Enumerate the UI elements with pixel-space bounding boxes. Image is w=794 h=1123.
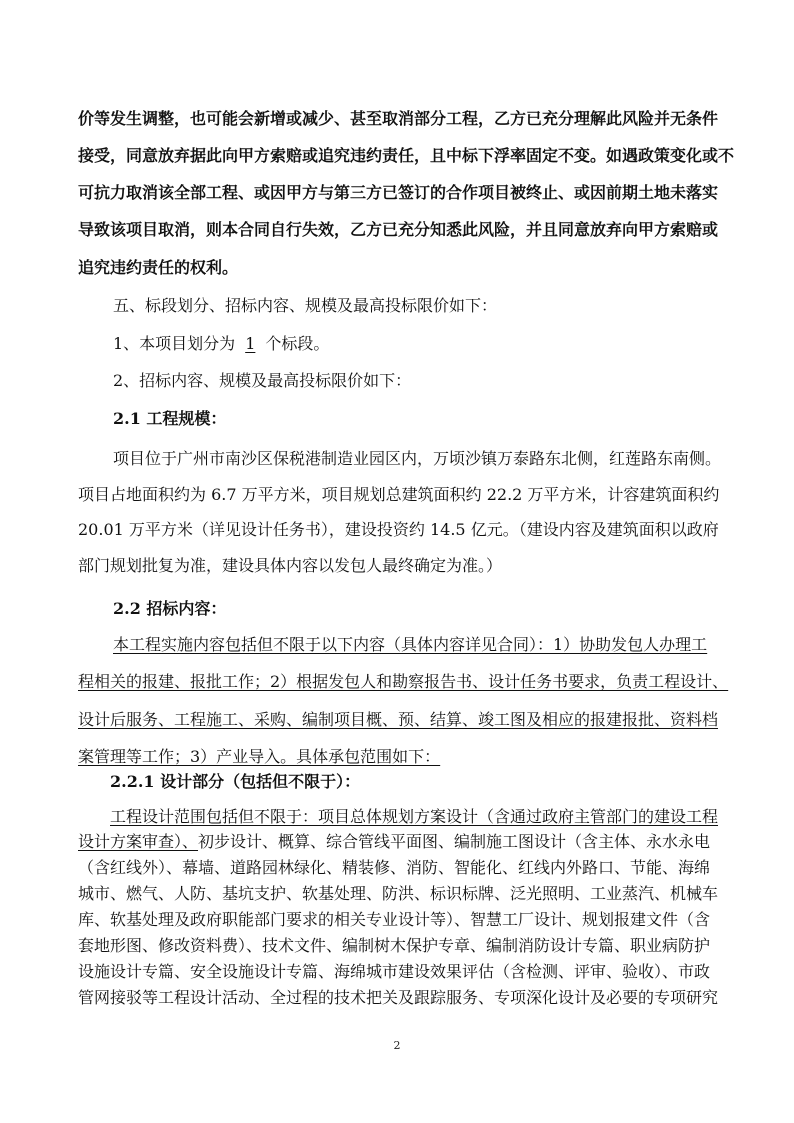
subsection-heading: 2.1 工程规模： [113, 409, 227, 428]
body-line: 接受，同意放弃据此向甲方索赔或追究违约责任，且中标下浮率固定不变。如遇政策变化或不 [78, 146, 735, 165]
body-line: 导致该项目取消，则本合同自行失效，乙方已充分知悉此风险，并且同意放弃向甲方索赔或 [78, 220, 719, 239]
body-line: 部门规划批复为准，建设具体内容以发包人最终确定为准。） [78, 556, 503, 575]
body-line [78, 831, 718, 853]
body-line: 可抗力取消该全部工程、或因甲方与第三方已签订的合作项目被终止、或因前期土地未落实 [78, 183, 719, 202]
body-line: 工程设计范围包括但不限于：项目总体规划方案设计（含通过政府主管部门的建设工程 [110, 807, 719, 826]
body-line: 本工程实施内容包括但不限于以下内容（具体内容详见合同）：1）协助发包人办理工 [113, 635, 708, 654]
body-line: 套地形图、修改资料费）、技术文件、编制树木保护专章、编制消防设计专篇、职业病防护 [78, 936, 711, 955]
body-line: 追究违约责任的权利。 [78, 258, 239, 277]
list-item: 2、招标内容、规模及最高投标限价如下： [113, 371, 412, 390]
body-line: （含红线外）、幕墙、道路园林绿化、精装修、消防、智能化、红线内外路口、节能、海绵 [78, 858, 711, 877]
body-line: 程相关的报建、报批工作；2）根据发包人和勘察报告书、设计任务书要求，负责工程设计、 [78, 672, 729, 691]
body-line: 20.01 万平方米（详见设计任务书），建设投资约 14.5 亿元。（建设内容及建筑面积以政府 [78, 520, 719, 539]
body-line: 项目占地面积约为 6.7 万平方米，项目规划总建筑面积约 22.2 万平方米，计容建筑面积约 [78, 485, 720, 504]
list-item [113, 333, 713, 355]
underlined-text: 设计方案审查）、 [78, 832, 199, 851]
section-heading: 五、标段划分、招标内容、规模及最高投标限价如下： [113, 296, 498, 315]
subsection-heading: 2.2.1 设计部分（包括但不限于）： [110, 772, 361, 791]
item-prefix: 1、本项目划分为 [113, 334, 236, 353]
body-line: 设施设计专篇、安全设施设计专篇、海绵城市建设效果评估（含检测、评审、验收）、市政 [78, 962, 711, 981]
lot-count: 1 [245, 334, 256, 353]
plain-text: 初步设计、概算、综合管线平面图、编制施工图设计（含主体、永水永电 [198, 832, 711, 851]
body-line: 案管理等工作；3）产业导入。具体承包范围如下： [78, 747, 441, 766]
page-number: 2 [393, 1039, 401, 1052]
body-line: 价等发生调整，也可能会新增或减少、甚至取消部分工程，乙方已充分理解此风险并无条件 [78, 109, 719, 128]
body-line: 管网接驳等工程设计活动、全过程的技术把关及跟踪服务、专项深化设计及必要的专项研究 [78, 988, 719, 1007]
subsection-heading: 2.2 招标内容： [113, 599, 227, 618]
body-line: 城市、燃气、人防、基坑支护、软基处理、防洪、标识标牌、泛光照明、工业蒸汽、机械车 [78, 884, 719, 903]
body-line: 设计后服务、工程施工、采购、编制项目概、预、结算、竣工图及相应的报建报批、资料档 [78, 710, 719, 729]
body-line: 项目位于广州市南沙区保税港制造业园区内，万顷沙镇万泰路东北侧，红莲路东南侧。 [113, 449, 722, 468]
body-line: 库、软基处理及政府职能部门要求的相关专业设计等）、智慧工厂设计、规划报建文件（含 [78, 910, 711, 929]
item-suffix: 个标段。 [265, 334, 330, 353]
